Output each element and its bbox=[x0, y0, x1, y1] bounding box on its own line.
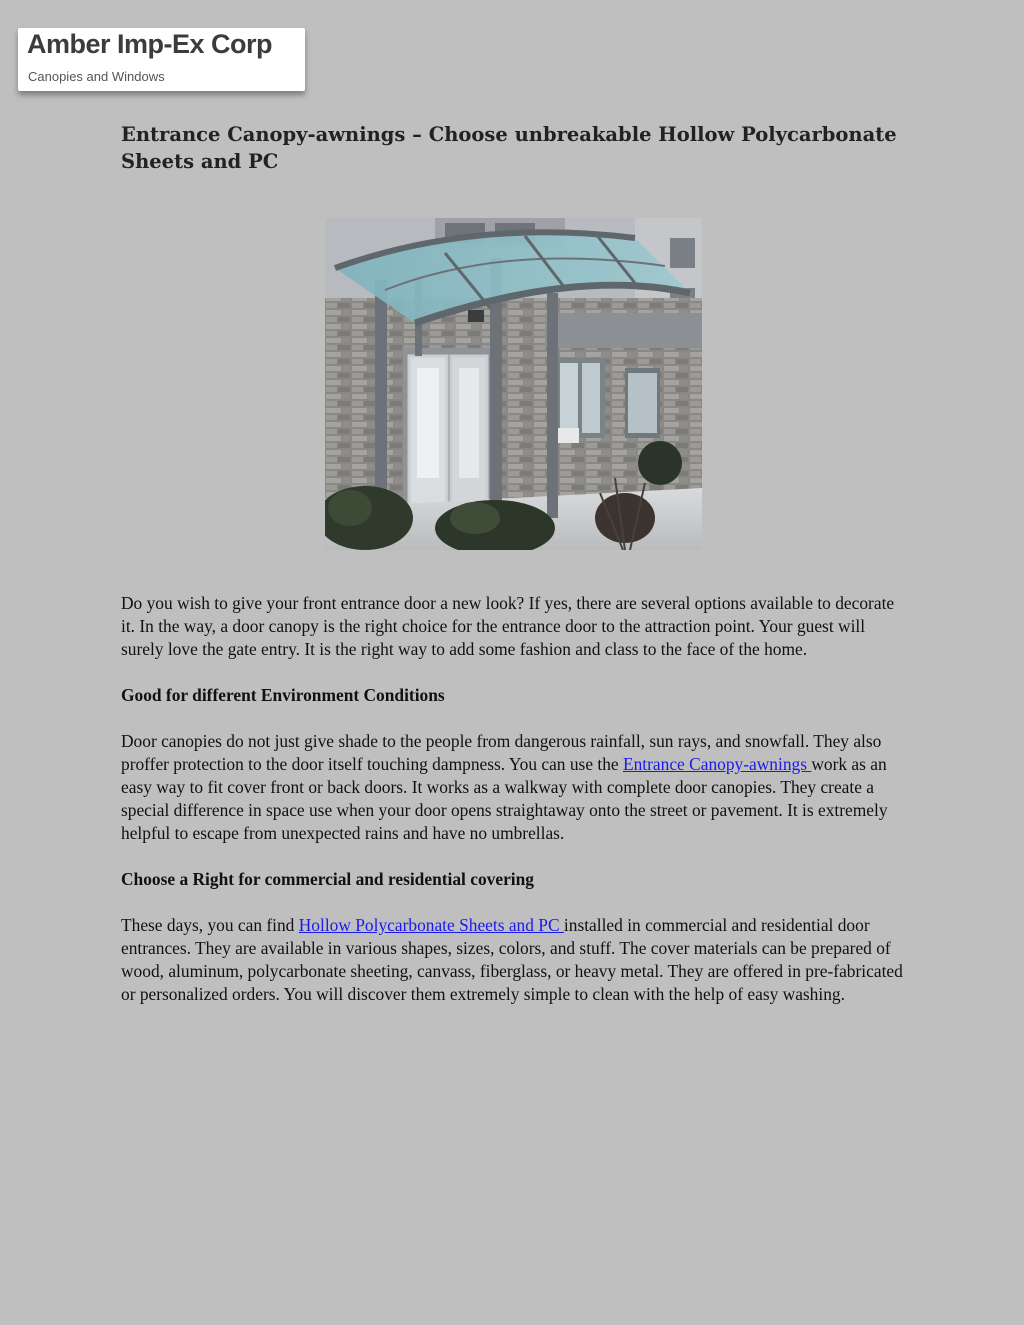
company-logo[interactable] bbox=[18, 28, 305, 91]
environment-text-end: work as an easy way to fit cover front or back doors. It works as a walkway with complete door canopies. They create a special difference in space use when your door opens straightaway onto the street or pavement. It is extremely helpful to escape from unexpected rains and have no umbrellas. bbox=[121, 754, 888, 843]
article-body bbox=[121, 592, 911, 1029]
entrance-canopy-awnings-link[interactable]: Entrance Canopy-awnings bbox=[622, 754, 812, 774]
covering-text-end: installed in commercial and residential door entrances. They are available in various shapes, sizes, colors, and stuff. The cover materials can be prepared of wood, aluminum, polycarbonate sheeting, canvass, fiberglass, or heavy metal. They are offered in pre-fabricated or personalized orders. You will discover them extremely simple to clean with the help of easy washing. bbox=[121, 915, 903, 1004]
environment-paragraph bbox=[121, 730, 911, 845]
logo-company-name: Amber Imp-Ex Corp bbox=[27, 29, 273, 59]
logo-tagline: Canopies and Windows bbox=[28, 69, 165, 84]
covering-paragraph bbox=[121, 914, 911, 1006]
hollow-polycarbonate-sheets-link[interactable]: Hollow Polycarbonate Sheets and PC bbox=[298, 915, 564, 935]
article-title: Entrance Canopy-awnings – Choose unbreakable Hollow Polycarbonate Sheets and PC bbox=[121, 123, 897, 173]
section-heading-environment: Good for different Environment Conditions bbox=[121, 685, 445, 705]
covering-text-start: These days, you can find bbox=[121, 915, 299, 935]
environment-text-start: Door canopies do not just give shade to the people from dangerous rainfall, sun rays, and snowfall. They also proffer protection to the door itself touching dampness. You can use the bbox=[121, 731, 882, 774]
section-heading-covering: Choose a Right for commercial and residential covering bbox=[121, 869, 534, 889]
intro-paragraph: Do you wish to give your front entrance door a new look? If yes, there are several options available to decorate it. In the way, a door canopy is the right choice for the entrance door to the attraction point. Your guest will surely love the gate entry. It is the right way to add some fashion and class to the face of the home. bbox=[121, 593, 895, 659]
entrance-canopy-photo bbox=[325, 218, 702, 550]
